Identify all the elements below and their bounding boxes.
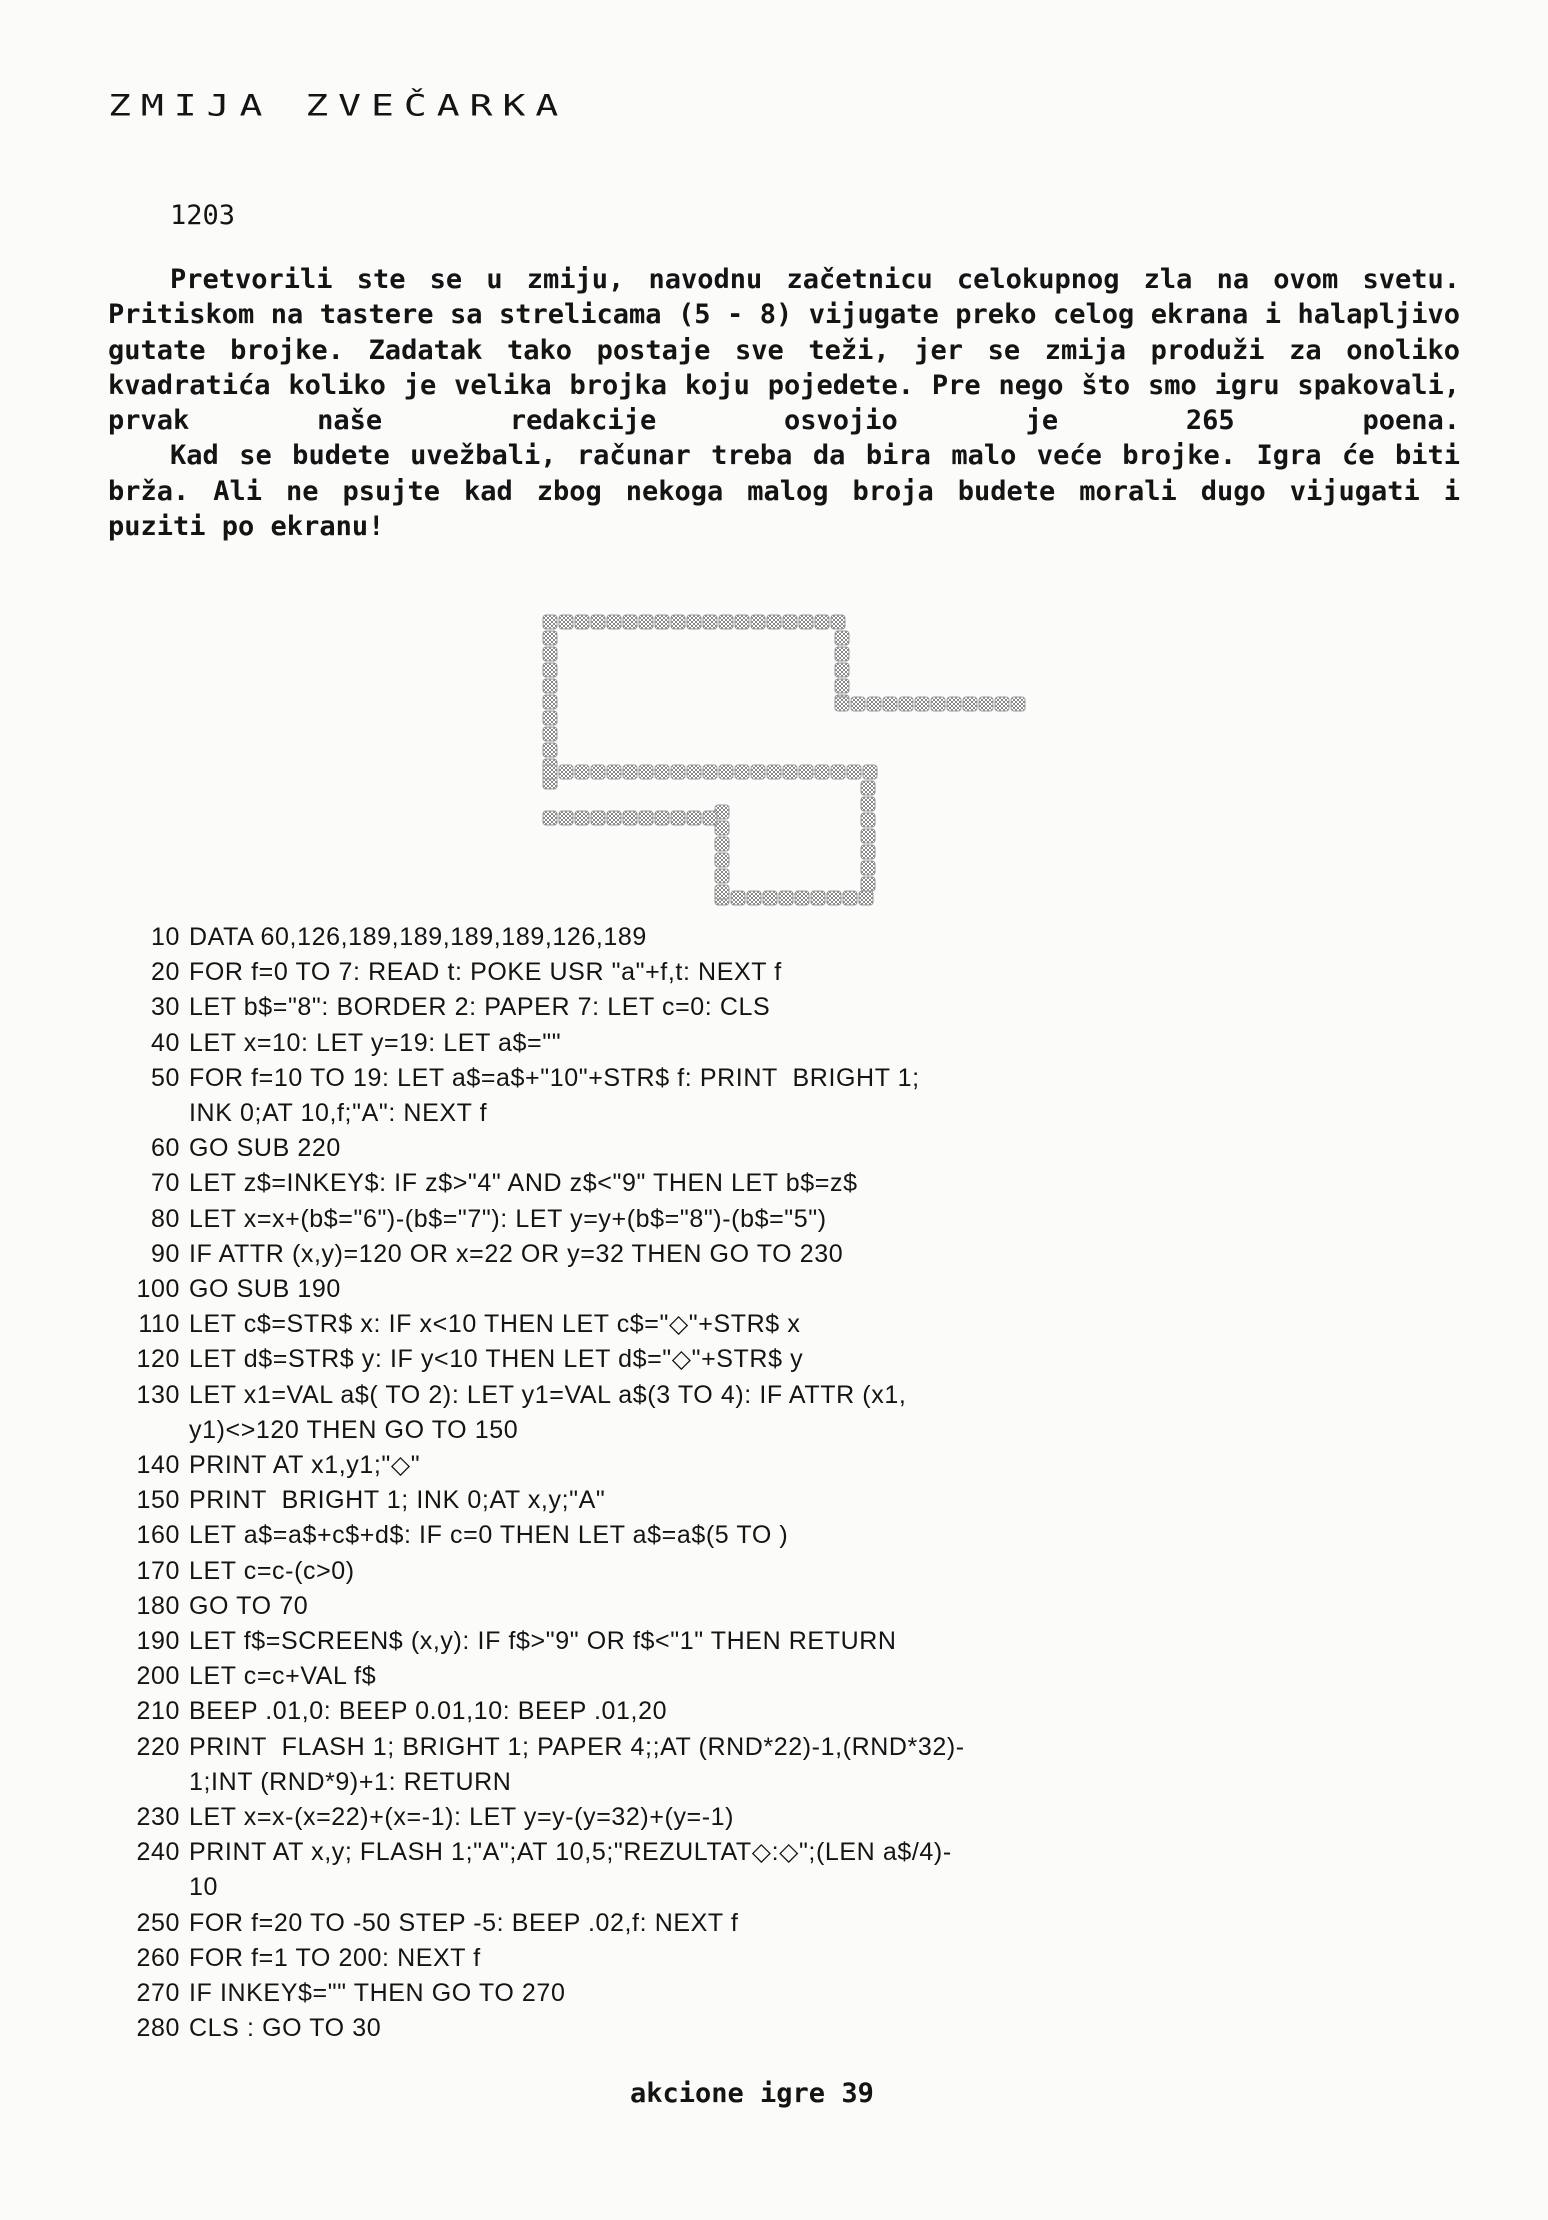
code-line bbox=[108, 1976, 1448, 2011]
code-line bbox=[108, 2011, 1448, 2046]
line-code: LET x=x-(x=22)+(x=-1): LET y=y-(y=32)+(y=-1) bbox=[189, 1803, 735, 1832]
basic-listing bbox=[108, 920, 1448, 2047]
snake-cell bbox=[715, 853, 729, 867]
snake-cell bbox=[543, 811, 557, 825]
line-number: 270 bbox=[136, 1979, 180, 2008]
snake-cell bbox=[703, 811, 717, 825]
code-line bbox=[108, 1307, 1448, 1342]
snake-cell bbox=[559, 811, 573, 825]
line-number: 280 bbox=[136, 2014, 180, 2043]
line-code: IF INKEY$="" THEN GO TO 270 bbox=[189, 1979, 566, 2008]
intro-paragraph: Pretvorili ste se u zmiju, navodnu začetnicu celokupnog zla na ovom svetu. Pritiskom na tastere sa strelicama (5 - 8) vijugate preko celog ekrana i halapljivo gutate brojke. Zadatak tako postaje sve teži, jer se zmija produži za onoliko kvadratića koliko je velika brojka koju pojedete. Pre nego što smo igru spakovali, prvak naše redakcije osvojio je 265 poena. bbox=[108, 264, 1460, 437]
line-code: FOR f=10 TO 19: LET a$=a$+"10"+STR$ f: PRINT BRIGHT 1; bbox=[189, 1063, 920, 1092]
snake-cell bbox=[687, 811, 701, 825]
snake-cell bbox=[655, 615, 669, 629]
snake-cell bbox=[715, 837, 729, 851]
code-line bbox=[108, 1483, 1448, 1518]
snake-cell bbox=[543, 727, 557, 741]
line-number: 120 bbox=[136, 1345, 180, 1374]
snake-cell bbox=[799, 765, 813, 779]
snake-cell bbox=[751, 615, 765, 629]
snake-cell bbox=[835, 697, 849, 711]
line-number: 130 bbox=[136, 1380, 180, 1409]
code-line bbox=[108, 1026, 1448, 1061]
snake-cell bbox=[963, 697, 977, 711]
snake-cell bbox=[575, 615, 589, 629]
snake-cell bbox=[543, 647, 557, 661]
line-number: 170 bbox=[136, 1556, 180, 1585]
line-code: FOR f=20 TO -50 STEP -5: BEEP .02,f: NEXT f bbox=[189, 1908, 739, 1937]
line-number: 190 bbox=[136, 1627, 180, 1656]
line-code: LET d$=STR$ y: IF y<10 THEN LET d$="◇"+STR$ y bbox=[189, 1345, 804, 1374]
line-code: LET x=x+(b$="6")-(b$="7"): LET y=y+(b$="8")-(b$="5") bbox=[189, 1204, 827, 1233]
line-code: LET c$=STR$ x: IF x<10 THEN LET c$="◇"+STR$ x bbox=[189, 1310, 801, 1339]
snake-cell bbox=[763, 891, 777, 905]
snake-cell bbox=[687, 615, 701, 629]
snake-cell bbox=[883, 697, 897, 711]
snake-cell bbox=[591, 615, 605, 629]
line-code: LET z$=INKEY$: IF z$>"4" AND z$<"9" THEN LET b$=z$ bbox=[189, 1169, 858, 1198]
line-code: LET a$=a$+c$+d$: IF c=0 THEN LET a$=a$(5 TO ) bbox=[189, 1521, 789, 1550]
line-number: 110 bbox=[138, 1310, 180, 1339]
snake-cell bbox=[543, 615, 557, 629]
snake-cell bbox=[835, 647, 849, 661]
snake-cell bbox=[559, 765, 573, 779]
snake-cell bbox=[779, 891, 793, 905]
line-number: 230 bbox=[136, 1803, 180, 1832]
line-code: DATA 60,126,189,189,189,189,126,189 bbox=[189, 923, 647, 951]
snake-cell bbox=[995, 697, 1009, 711]
snake-cell bbox=[639, 765, 653, 779]
snake-cell bbox=[815, 615, 829, 629]
snake-cell bbox=[591, 765, 605, 779]
snake-cell bbox=[747, 891, 761, 905]
line-number: 210 bbox=[136, 1697, 180, 1726]
code-line bbox=[108, 1237, 1448, 1272]
snake-cell bbox=[543, 695, 557, 709]
code-line bbox=[108, 1835, 1448, 1870]
line-code: PRINT BRIGHT 1; INK 0;AT x,y;"A" bbox=[189, 1486, 606, 1515]
snake-cell bbox=[623, 765, 637, 779]
code-line bbox=[108, 1694, 1448, 1729]
snake-cell bbox=[719, 765, 733, 779]
code-line bbox=[108, 920, 1448, 955]
snake-cell bbox=[861, 877, 875, 891]
code-line bbox=[108, 1166, 1448, 1201]
snake-cell bbox=[861, 845, 875, 859]
line-number: 70 bbox=[150, 1169, 180, 1198]
line-number: 250 bbox=[136, 1908, 180, 1937]
snake-body bbox=[543, 615, 1025, 905]
line-code: LET x=10: LET y=19: LET a$="" bbox=[189, 1028, 562, 1057]
code-line bbox=[108, 1941, 1448, 1976]
snake-cell bbox=[931, 697, 945, 711]
code-line bbox=[108, 1202, 1448, 1237]
code-line bbox=[108, 1448, 1448, 1483]
code-line bbox=[108, 1624, 1448, 1659]
snake-cell bbox=[639, 615, 653, 629]
snake-cell bbox=[543, 711, 557, 725]
snake-cell bbox=[639, 811, 653, 825]
line-code: GO SUB 190 bbox=[189, 1275, 341, 1304]
snake-cell bbox=[861, 861, 875, 875]
page-title: ZMIJA ZVEČARKA bbox=[108, 88, 569, 123]
snake-cell bbox=[783, 615, 797, 629]
code-line bbox=[108, 1061, 1448, 1096]
snake-cell bbox=[735, 615, 749, 629]
line-number: 240 bbox=[136, 1838, 180, 1867]
line-number: 10 bbox=[150, 923, 180, 951]
snake-cell bbox=[847, 765, 861, 779]
line-number: 80 bbox=[150, 1204, 180, 1233]
snake-cell bbox=[703, 765, 717, 779]
snake-cell bbox=[655, 765, 669, 779]
snake-screenshot-figure bbox=[535, 585, 1035, 915]
line-code: PRINT AT x,y; FLASH 1;"A";AT 10,5;"REZULTAT◇:◇";(LEN a$/4)- bbox=[189, 1838, 952, 1867]
snake-cell bbox=[575, 765, 589, 779]
code-line bbox=[108, 1589, 1448, 1624]
snake-cell bbox=[559, 615, 573, 629]
snake-cell bbox=[767, 615, 781, 629]
line-code: FOR f=1 TO 200: NEXT f bbox=[189, 1943, 481, 1972]
snake-cell bbox=[861, 829, 875, 843]
intro-paragraph: Kad se budete uvežbali, računar treba da bira malo veće brojke. Igra će biti brža. Ali ne psujte kad zbog nekoga malog broja budete morali dugo vijugati i puziti po ekranu! bbox=[108, 440, 1460, 543]
snake-cell bbox=[671, 615, 685, 629]
snake-cell bbox=[851, 697, 865, 711]
line-number: 60 bbox=[150, 1134, 180, 1163]
line-number: 150 bbox=[136, 1486, 180, 1515]
snake-cell bbox=[831, 615, 845, 629]
code-line bbox=[108, 1554, 1448, 1589]
snake-cell bbox=[861, 797, 875, 811]
line-number: 20 bbox=[150, 958, 180, 987]
code-line bbox=[108, 990, 1448, 1025]
snake-cell bbox=[607, 615, 621, 629]
code-line bbox=[108, 1906, 1448, 1941]
snake-cell bbox=[1011, 697, 1025, 711]
line-code: LET c=c+VAL f$ bbox=[189, 1662, 377, 1691]
snake-cell bbox=[671, 765, 685, 779]
snake-cell bbox=[947, 697, 961, 711]
line-code: CLS : GO TO 30 bbox=[189, 2014, 382, 2043]
snake-cell bbox=[859, 891, 873, 905]
snake-cell bbox=[623, 811, 637, 825]
snake-cell bbox=[867, 697, 881, 711]
line-code: LET c=c-(c>0) bbox=[189, 1556, 355, 1585]
snake-cell bbox=[735, 765, 749, 779]
snake-cell bbox=[843, 891, 857, 905]
line-code: GO TO 70 bbox=[189, 1591, 309, 1620]
snake-cell bbox=[783, 765, 797, 779]
code-line-continuation: 1;INT (RND*9)+1: RETURN bbox=[189, 1767, 512, 1796]
snake-cell bbox=[799, 615, 813, 629]
snake-cell bbox=[591, 811, 605, 825]
line-number: 180 bbox=[136, 1591, 180, 1620]
line-code: LET b$="8": BORDER 2: PAPER 7: LET c=0: CLS bbox=[189, 993, 771, 1022]
snake-cell bbox=[703, 615, 717, 629]
line-number: 90 bbox=[150, 1239, 180, 1268]
snake-cell bbox=[607, 765, 621, 779]
snake-cell bbox=[623, 615, 637, 629]
snake-cell bbox=[655, 811, 669, 825]
code-line-continuation: 10 bbox=[189, 1873, 219, 1902]
program-code-number: 1203 bbox=[170, 200, 236, 231]
snake-cell bbox=[899, 697, 913, 711]
line-number: 40 bbox=[150, 1028, 180, 1057]
line-code: PRINT FLASH 1; BRIGHT 1; PAPER 4;;AT (RND*22)-1,(RND*32)- bbox=[189, 1732, 965, 1761]
line-code: LET f$=SCREEN$ (x,y): IF f$>"9" OR f$<"1" THEN RETURN bbox=[189, 1627, 897, 1656]
line-number: 220 bbox=[136, 1732, 180, 1761]
snake-cell bbox=[731, 891, 745, 905]
code-line bbox=[108, 1730, 1448, 1765]
snake-cell bbox=[835, 679, 849, 693]
snake-cell bbox=[863, 765, 877, 779]
line-number: 200 bbox=[136, 1662, 180, 1691]
snake-cell bbox=[543, 631, 557, 645]
intro-text bbox=[108, 262, 1460, 544]
line-number: 160 bbox=[136, 1521, 180, 1550]
snake-cell bbox=[861, 781, 875, 795]
line-code: FOR f=0 TO 7: READ t: POKE USR "a"+f,t: NEXT f bbox=[189, 958, 782, 987]
code-line bbox=[108, 1518, 1448, 1553]
line-code: BEEP .01,0: BEEP 0.01,10: BEEP .01,20 bbox=[189, 1697, 668, 1726]
snake-cell bbox=[715, 869, 729, 883]
line-code: GO SUB 220 bbox=[189, 1134, 341, 1163]
snake-cell bbox=[687, 765, 701, 779]
line-number: 260 bbox=[136, 1943, 180, 1972]
snake-cell bbox=[671, 811, 685, 825]
snake-cell bbox=[915, 697, 929, 711]
snake-cell bbox=[715, 885, 729, 899]
snake-cell bbox=[827, 891, 841, 905]
code-line bbox=[108, 955, 1448, 990]
code-line bbox=[108, 1800, 1448, 1835]
snake-cell bbox=[543, 679, 557, 693]
snake-cell bbox=[831, 765, 845, 779]
snake-cell bbox=[795, 891, 809, 905]
line-code: LET x1=VAL a$( TO 2): LET y1=VAL a$(3 TO 4): IF ATTR (x1, bbox=[189, 1380, 907, 1409]
line-number: 50 bbox=[150, 1063, 180, 1092]
line-number: 30 bbox=[150, 993, 180, 1022]
snake-cell bbox=[835, 631, 849, 645]
snake-illustration bbox=[535, 585, 1035, 915]
snake-cell bbox=[543, 663, 557, 677]
snake-cell bbox=[979, 697, 993, 711]
snake-cell bbox=[835, 663, 849, 677]
code-line-continuation: y1)<>120 THEN GO TO 150 bbox=[189, 1415, 519, 1444]
line-code: IF ATTR (x,y)=120 OR x=22 OR y=32 THEN GO TO 230 bbox=[189, 1239, 844, 1268]
snake-cell bbox=[815, 765, 829, 779]
line-code: PRINT AT x1,y1;"◇" bbox=[189, 1451, 421, 1480]
code-line bbox=[108, 1342, 1448, 1377]
line-number: 140 bbox=[136, 1451, 180, 1480]
snake-cell bbox=[543, 765, 557, 779]
snake-cell bbox=[607, 811, 621, 825]
line-number: 100 bbox=[136, 1275, 180, 1304]
code-line bbox=[108, 1131, 1448, 1166]
code-line-continuation: INK 0;AT 10,f;"A": NEXT f bbox=[189, 1099, 488, 1128]
code-line bbox=[108, 1378, 1448, 1413]
snake-cell bbox=[811, 891, 825, 905]
snake-cell bbox=[861, 813, 875, 827]
snake-cell bbox=[719, 615, 733, 629]
page-footer: akcione igre 39 bbox=[630, 2078, 874, 2109]
code-line bbox=[108, 1272, 1448, 1307]
code-line bbox=[108, 1659, 1448, 1694]
snake-cell bbox=[543, 743, 557, 757]
snake-cell bbox=[575, 811, 589, 825]
snake-cell bbox=[767, 765, 781, 779]
snake-cell bbox=[751, 765, 765, 779]
